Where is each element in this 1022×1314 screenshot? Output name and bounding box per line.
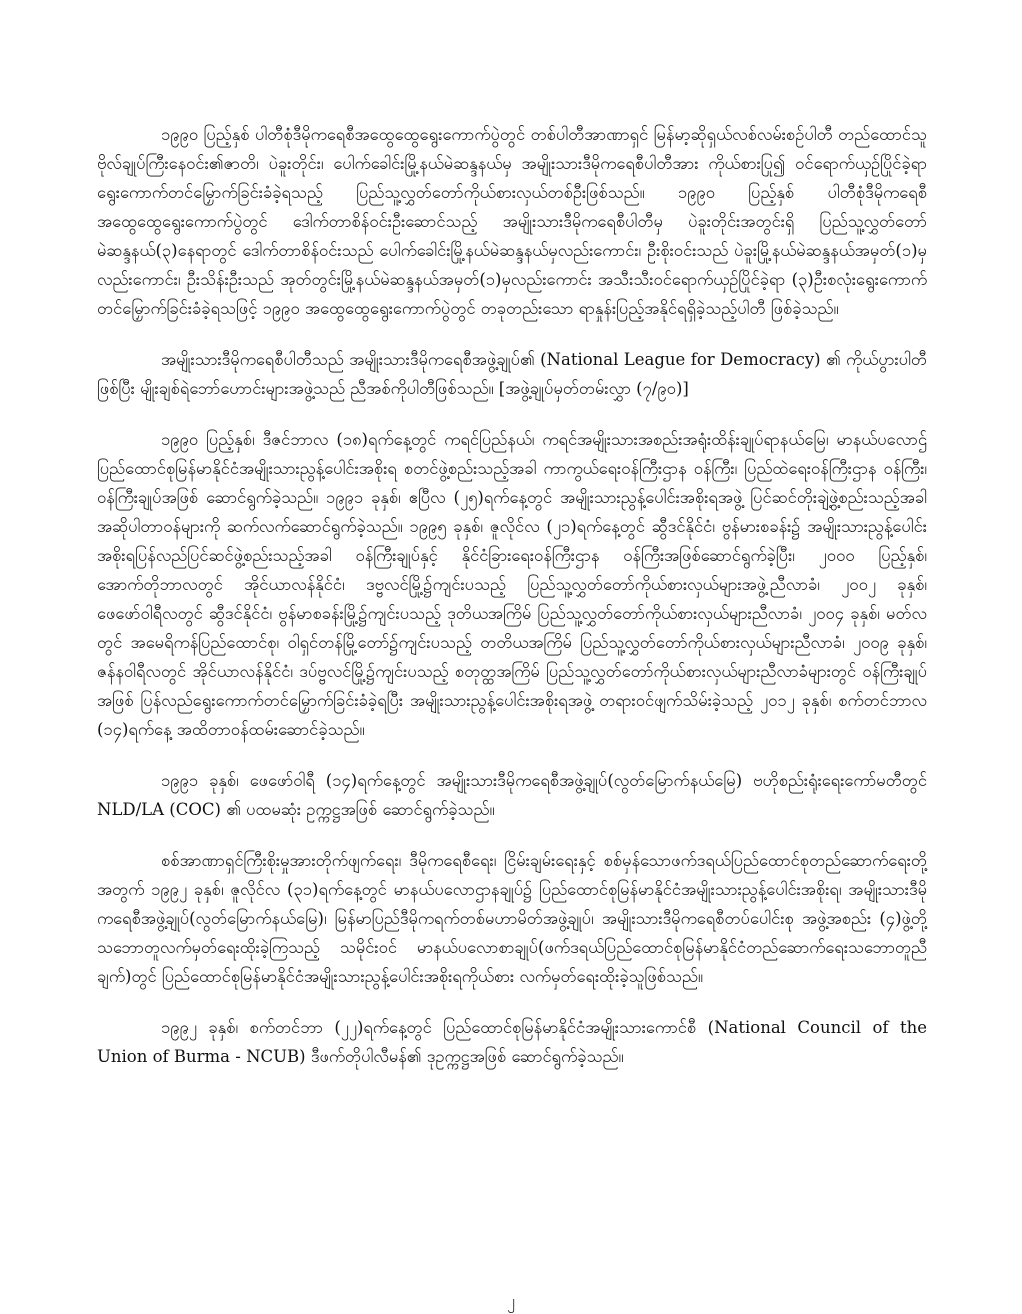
paragraph-manerplaw-agreement: စစ်အာဏာရှင်ကြီးစိုးမှုအားတိုက်ဖျက်ရေး၊ ဒီမိုကရေစီရေး၊ ငြိမ်းချမ်းရေးနှင့် စစ်မှန်သောဖက်ဒရယ်ပြည်ထောင်စုတည်ဆောက်ရေးတို့အတွက် ၁၉၉၂ ခုနှစ်၊ ဇူလိုင်လ (၃၁)ရက်နေ့တွင် မာနယ်ပလောဌာနချုပ်၌ ပြည်ထောင်စုမြန်မာနိုင်ငံအမျိုးသားညွန့်ပေါင်းအစိုးရ၊ အမျိုးသားဒီမိုကရေစီအဖွဲ့ချုပ်(လွတ်မြောက်နယ်မြေ)၊ မြန်မာပြည်ဒီမိုကရက်တစ်မဟာမိတ်အဖွဲ့ချုပ်၊ အမျိုးသားဒီမိုကရေစီတပ်ပေါင်းစု အဖွဲ့အစည်း (၄)ဖွဲ့တို့ သဘောတူလက်မှတ်ရေးထိုးခဲ့ကြသည့် သမိုင်းဝင် မာနယ်ပလောစာချုပ်(ဖက်ဒရယ်ပြည်ထောင်စုမြန်မာနိုင်ငံတည်ဆောက်ရေးသဘောတူညီချက်)တွင် ပြည်ထောင်စုမြန်မာနိုင်ငံအမျိုးသားညွန့်ပေါင်းအစိုးရကိုယ်စား လက်မှတ်ရေးထိုးခဲ့သူဖြစ်သည်။ [97, 851, 927, 986]
document-body [97, 120, 927, 1091]
paragraph-nld-affiliation: အမျိုးသားဒီမိုကရေစီပါတီသည် အမျိုးသားဒီမိုကရေစီအဖွဲ့ချုပ်၏ (National League for Democracy) ၏ ကိုယ်ပွားပါတီဖြစ်ပြီး မျိုးချစ်ရဲဘော်ဟောင်းများအဖွဲ့သည် ညီအစ်ကိုပါတီဖြစ်သည်။ [အဖွဲ့ချုပ်မှတ်တမ်းလွှာ (၇/၉၀)] [97, 350, 927, 398]
page-number: ၂ [507, 1291, 515, 1310]
paragraph-election-1990: ၁၉၉၀ ပြည့်နှစ် ပါတီစုံဒီမိုကရေစီအထွေထွေရွေးကောက်ပွဲတွင် တစ်ပါတီအာဏာရှင် မြန်မာ့ဆိုရှယ်လစ်လမ်းစဉ်ပါတီ တည်ထောင်သူ ဗိုလ်ချုပ်ကြီးနေဝင်း၏ဇာတိ၊ ပဲခူးတိုင်း၊ ပေါက်ခေါင်းမြို့နယ်မဲဆန္ဒနယ်မှ အမျိုးသားဒီမိုကရေစီပါတီအား ကိုယ်စားပြု၍ ဝင်ရောက်ယှဉ်ပြိုင်ခဲ့ရာ ရွေးကောက်တင်မြှောက်ခြင်းခံခဲ့ရသည့် ပြည်သူ့လွှတ်တော်ကိုယ်စားလှယ်တစ်ဦးဖြစ်သည်။ ၁၉၉၀ ပြည့်နှစ် ပါတီစုံဒီမိုကရေစီအထွေထွေရွေးကောက်ပွဲတွင် ဒေါက်တာစိန်ဝင်းဦးဆောင်သည့် အမျိုးသားဒီမိုကရေစီပါတီမှ ပဲခူးတိုင်းအတွင်းရှိ ပြည်သူ့လွှတ်တော်မဲဆန္ဒနယ်(၃)နေရာတွင် ဒေါက်တာစိန်ဝင်းသည် ပေါက်ခေါင်းမြို့နယ်မဲဆန္ဒနယ်မှလည်းကောင်း၊ ဦးစိုးဝင်းသည် ပဲခူးမြို့နယ်မဲဆန္ဒနယ်အမှတ်(၁)မှလည်းကောင်း၊ ဦးသိန်းဦးသည် အုတ်တွင်းမြို့နယ်မဲဆန္ဒနယ်အမှတ်(၁)မှလည်းကောင်း အသီးသီးဝင်ရောက်ယှဉ်ပြိုင်ခဲ့ရာ (၃)ဦးစလုံးရွေးကောက်တင်မြှောက်ခြင်းခံခဲ့ရသဖြင့် ၁၉၉၀ အထွေထွေရွေးကောက်ပွဲတွင် တခုတည်းသော ရာနှုန်းပြည့်အနိုင်ရရှိခဲ့သည့်ပါတီ ဖြစ်ခဲ့သည်။ [97, 125, 927, 318]
paragraph-ncub-vice-chair: ၁၉၉၂ ခုနှစ်၊ စက်တင်ဘာ (၂၂)ရက်နေ့တွင် ပြည်ထောင်စုမြန်မာနိုင်ငံအမျိုးသားကောင်စီ (National Council of the Union of Burma - NCUB) ဒီဖက်တိုပါလီမန်၏ ဒုဥက္ကဋ္ဌအဖြစ် ဆောင်ရွက်ခဲ့သည်။ [97, 1018, 927, 1066]
paragraph-nld-la-chair: ၁၉၉၁ ခုနှစ်၊ ဖေဖော်ဝါရီ (၁၄)ရက်နေ့တွင် အမျိုးသားဒီမိုကရေစီအဖွဲ့ချုပ်(လွတ်မြောက်နယ်မြေ) ဗဟိုစည်းရုံးရေးကော်မတီတွင် NLD/LA (COC) ၏ ပထမဆုံး ဥက္ကဋ္ဌအဖြစ် ဆောင်ရွက်ခဲ့သည်။ [97, 771, 927, 819]
paragraph-ncgub-roles: ၁၉၉၀ ပြည့်နှစ်၊ ဒီဇင်ဘာလ (၁၈)ရက်နေ့တွင် ကရင်ပြည်နယ်၊ ကရင်အမျိုးသားအစည်းအရုံးထိန်းချုပ်ရာနယ်မြေ၊ မာနယ်ပလောဌ် ပြည်ထောင်စုမြန်မာနိုင်ငံအမျိုးသားညွန့်ပေါင်းအစိုးရ စတင်ဖွဲ့စည်းသည့်အခါ ကာကွယ်ရေးဝန်ကြီးဌာန ဝန်ကြီး၊ ပြည်ထဲရေးဝန်ကြီးဌာန ဝန်ကြီး၊ ဝန်ကြီးချုပ်အဖြစ် ဆောင်ရွက်ခဲ့သည်။ ၁၉၉၁ ခုနှစ်၊ ဧပြီလ (၂၅)ရက်နေ့တွင် အမျိုးသားညွန့်ပေါင်းအစိုးရအဖွဲ့ ပြင်ဆင်တိုးချဲ့ဖွဲ့စည်းသည့်အခါ အဆိုပါတာဝန်များကို ဆက်လက်ဆောင်ရွက်ခဲ့သည်။ ၁၉၉၅ ခုနှစ်၊ ဇူလိုင်လ (၂၁)ရက်နေ့တွင် ဆွီဒင်နိုင်ငံ၊ ဗွန်မားစခန်း၌ အမျိုးသားညွန့်ပေါင်းအစိုးရပြန်လည်ပြင်ဆင်ဖွဲ့စည်းသည့်အခါ ဝန်ကြီးချုပ်နှင့် နိုင်ငံခြားရေးဝန်ကြီးဌာန ဝန်ကြီးအဖြစ်ဆောင်ရွက်ခဲ့ပြီး၊ ၂၀၀၀ ပြည့်နှစ်၊ အောက်တိုဘာလတွင် အိုင်ယာလန်နိုင်ငံ၊ ဒဗ္ဗလင်မြို့၌ကျင်းပသည့် ပြည်သူ့လွှတ်တော်ကိုယ်စားလှယ်များအဖွဲ့ညီလာခံ၊ ၂၀၀၂ ခုနှစ်၊ ဖေဖော်ဝါရီလတွင် ဆွီဒင်နိုင်ငံ၊ ဗွန်မာစခန်းမြို့၌ကျင်းပသည့် ဒုတိယအကြိမ် ပြည်သူ့လွှတ်တော်ကိုယ်စားလှယ်များညီလာခံ၊ ၂၀၀၄ ခုနှစ်၊ မတ်လတွင် အမေရိကန်ပြည်ထောင်စု၊ ဝါရှင်တန်မြို့တော်၌ကျင်းပသည့် တတိယအကြိမ် ပြည်သူ့လွှတ်တော်ကိုယ်စားလှယ်များညီလာခံ၊ ၂၀၀၉ ခုနှစ်၊ ဇန်နဝါရီလတွင် အိုင်ယာလန်နိုင်ငံ၊ ဒပ်ဗ္ဗလင်မြို့၌ကျင်းပသည့် စတုတ္ထအကြိမ် ပြည်သူ့လွှတ်တော်ကိုယ်စားလှယ်များညီလာခံများတွင် ဝန်ကြီးချုပ်အဖြစ် ပြန်လည်ရွေးကောက်တင်မြှောက်ခြင်းခံခဲ့ရပြီး အမျိုးသားညွန့်ပေါင်းအစိုးရအဖွဲ့ တရားဝင်ဖျက်သိမ်းခဲ့သည့် ၂၀၁၂ ခုနှစ်၊ စက်တင်ဘာလ (၁၄)ရက်နေ့ အထိတာဝန်ထမ်းဆောင်ခဲ့သည်။ [97, 430, 927, 739]
